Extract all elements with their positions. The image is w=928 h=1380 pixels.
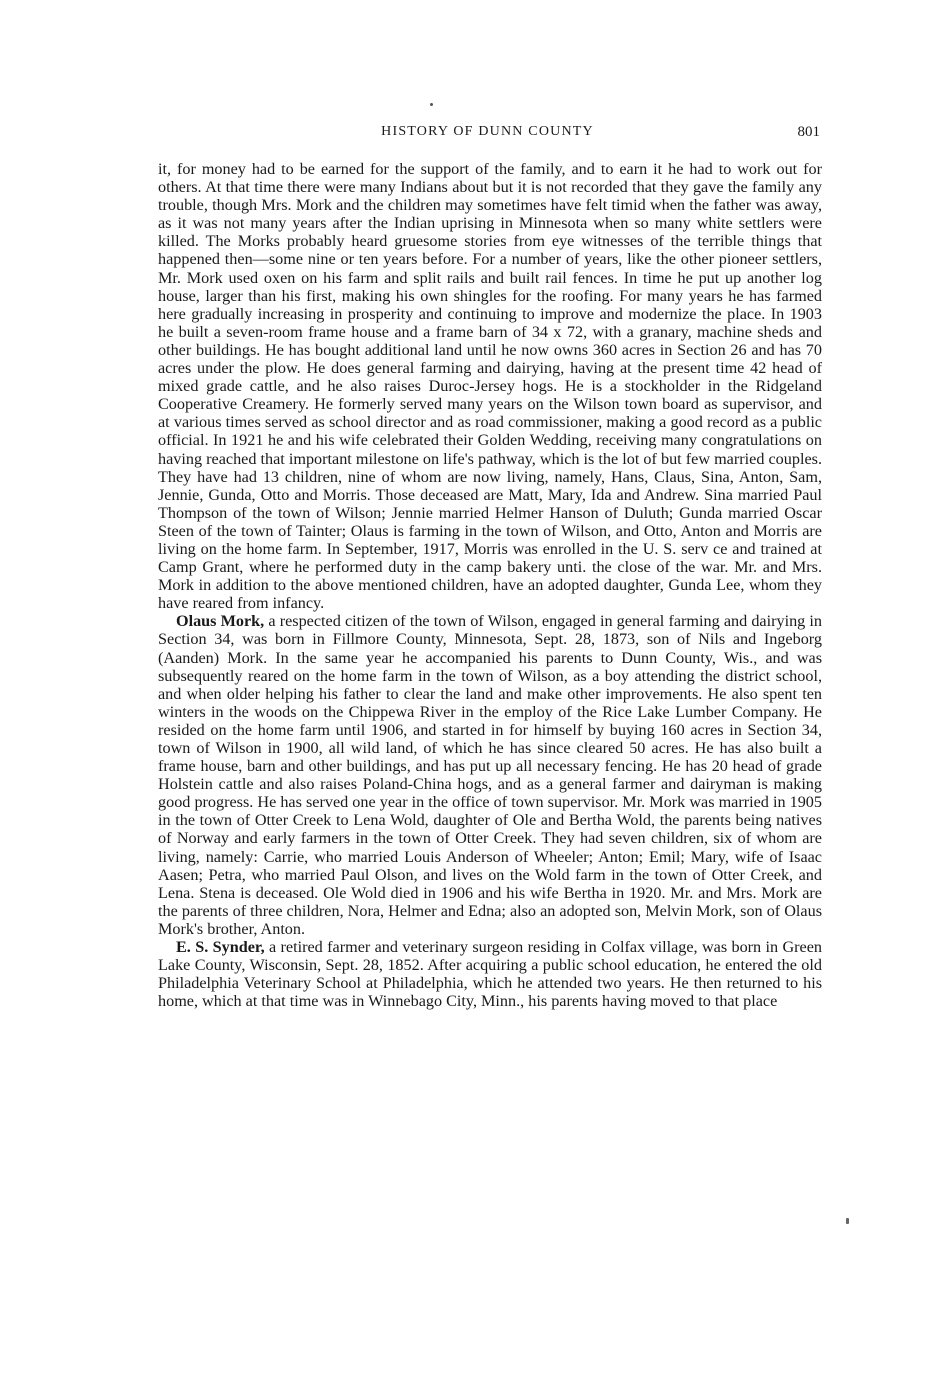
paragraph-es-synder [158,938,822,1010]
page-number: 801 [797,124,820,140]
entry-name: E. S. Synder, [176,938,265,957]
paragraph-olaus-mork [158,612,822,938]
paragraph-text: a retired farmer and veterinary surgeon residing in Colfax village, was born in Green Lake County, Wisconsin, Sept. 28, 1852. After acquiring a public school education, he entered the old Philadelphia Veterinary School at Philadelphia, which he attended two years. He then returned to his home, which at that time was in Winnebago City, Minn., his parents having moved to that place [158,938,822,1011]
entry-name: Olaus Mork, [176,612,265,631]
paragraph-text: it, for money had to be earned for the support of the family, and to earn it he had to work out for others. At that time there were many Indians about but it is not recorded that they gave the family any trouble, though Mrs. Mork and the children may sometimes have felt timid when the father was away, as it was not many years after the Indian uprising in Minnesota when so many white settlers were killed. The Morks probably heard gruesome stories from eye witnesses of the terrible things that happened then—some nine or ten years before. For a number of years, like the other pioneer settlers, Mr. Mork used oxen on his farm and split rails and built rail fences. In time he put up another log house, larger than his first, making his own shingles for the roofing. For many years he has farmed here gradually increasing in prosperity and continuing to improve and modernize the place. In 1903 he built a seven-room frame house and a frame barn of 34 x 72, with a granary, machine sheds and other buildings. He has bought additional land until he now owns 360 acres in Section 26 and has 70 acres under the plow. He does general farming and dairying, having at the present time 42 head of mixed grade cattle, and he also raises Duroc-Jersey hogs. He is a stockholder in the Ridgeland Cooperative Creamery. He formerly served many years on the Wilson town board as supervisor, and at various times served as school director and as road commissioner, making a good record as a public official. In 1921 he and his wife celebrated their Golden Wedding, receiving many congratulations on having reached that important milestone on life's pathway, which is the lot of but few married couples. They have had 13 children, nine of whom are now living, namely, Hans, Claus, Sina, Anton, Sam, Jennie, Gunda, Otto and Morris. Those deceased are Matt, Mary, Ida and Andrew. Sina married Paul Thompson of the town of Wilson; Jennie married Helmer Hanson of Duluth; Gunda married Oscar Steen of the town of Tainter; Olaus is farming in the town of Wilson, and Otto, Anton and Morris are living on the home farm. In September, 1917, Morris was enrolled in the U. S. serv ce and trained at Camp Grant, where he performed duty in the camp bakery unti. the close of the war. Mr. and Mrs. Mork in addition to the above mentioned children, have an adopted daughter, Gunda Lee, whom they have reared from infancy. [158,160,822,613]
print-speck [430,103,433,106]
running-head [155,122,820,146]
print-speck [846,1218,849,1224]
paragraph-text: a respected citizen of the town of Wilson, engaged in general farming and dairying in Section 34, was born in Fillmore County, Minnesota, Sept. 28, 1873, son of Nils and Ingeborg (Aanden) Mork. In the same year he accompanied his parents to Dunn County, Wis., and was subsequently reared on the home farm in the town of Wilson, as a boy attending the district school, and when older helping his father to clear the land and make other improvements. He also spent ten winters in the woods on the Chippewa River in the employ of the Rice Lake Lumber Company. He resided on the home farm until 1906, and started in for himself by buying 160 acres in Section 34, town of Wilson in 1900, all wild land, of which he has since cleared 50 acres. He has also built a frame house, barn and other buildings, and has put up all necessary fencing. He has 20 head of grade Holstein cattle and also raises Poland-China hogs, and as a general farmer and dairyman is making good progress. He has served one year in the office of town supervisor. Mr. Mork was married in 1905 in the town of Otter Creek to Lena Wold, daughter of Ole and Bertha Wold, the parents being natives of Norway and early farmers in the town of Otter Creek. They had seven children, six of whom are living, namely: Carrie, who married Louis Anderson of Wheeler; Anton; Emil; Mary, wife of Isaac Aasen; Petra, who married Paul Olson, and lives on the Wold farm in the town of Otter Creek, and Lena. Stena is deceased. Ole Wold died in 1906 and his wife Bertha in 1920. Mr. and Mrs. Mork are the parents of three children, Nora, Helmer and Edna; also an adopted son, Melvin Mork, son of Olaus Mork's brother, Anton. [158,612,822,938]
paragraph-continuation [158,160,822,612]
body-text [158,160,822,1010]
running-title: HISTORY OF DUNN COUNTY [381,124,594,139]
